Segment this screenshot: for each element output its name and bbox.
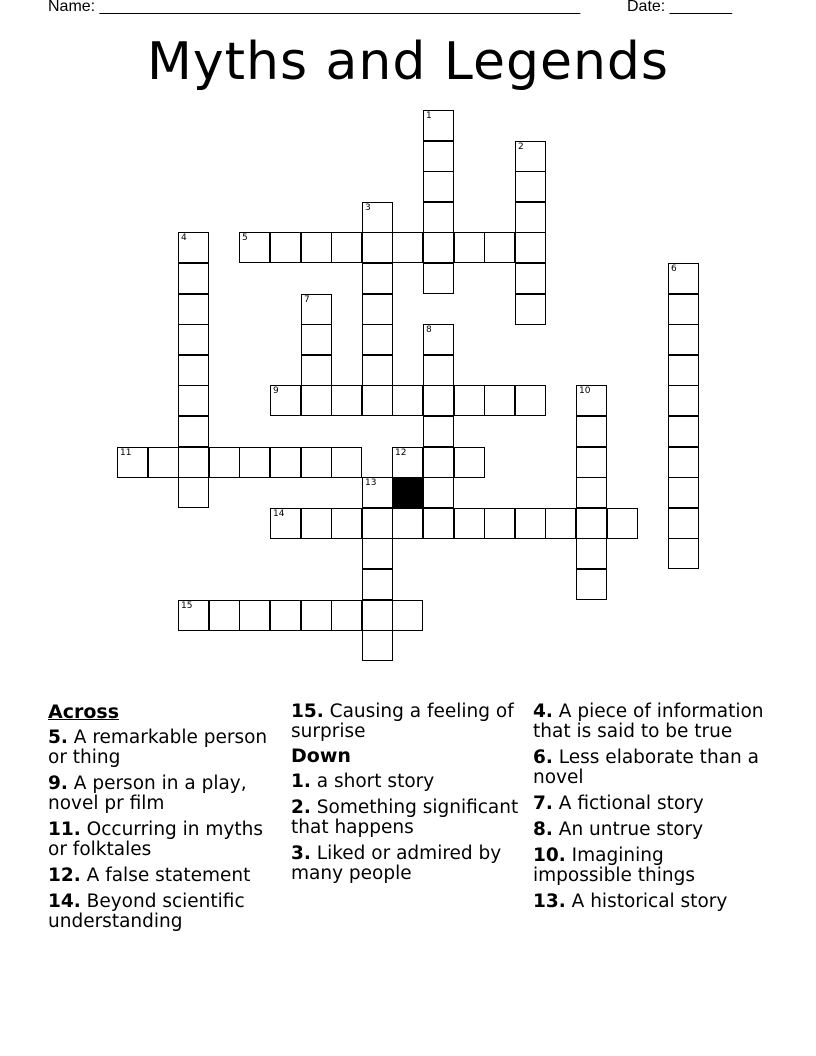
- clue-number: 5.: [48, 727, 68, 748]
- grid-cell[interactable]: [607, 508, 638, 539]
- grid-cell[interactable]: [270, 508, 301, 539]
- clue-item: [533, 748, 765, 788]
- grid-cell[interactable]: [362, 569, 393, 600]
- grid-cell[interactable]: [576, 447, 607, 478]
- grid-cell[interactable]: [178, 447, 209, 478]
- grid-cell[interactable]: [668, 385, 699, 416]
- grid-cell[interactable]: [331, 385, 362, 416]
- grid-cell[interactable]: [484, 232, 515, 263]
- grid-cell[interactable]: [362, 294, 393, 325]
- grid-cell[interactable]: [178, 600, 209, 631]
- grid-cell[interactable]: [423, 385, 454, 416]
- grid-cell[interactable]: [515, 202, 546, 233]
- grid-cell[interactable]: [209, 447, 240, 478]
- clue-text: Liked or admired by many people: [291, 843, 502, 884]
- clue-text: Occurring in myths or folktales: [48, 819, 263, 860]
- grid-cell[interactable]: [301, 447, 332, 478]
- grid-cell[interactable]: [576, 477, 607, 508]
- clue-text: An untrue story: [552, 819, 704, 840]
- clue-item: [291, 702, 523, 742]
- grid-cell[interactable]: [423, 232, 454, 263]
- grid-cell[interactable]: [331, 232, 362, 263]
- grid-cell[interactable]: [270, 447, 301, 478]
- grid-cell[interactable]: [301, 600, 332, 631]
- clue-number: 3.: [291, 843, 311, 864]
- grid-cell[interactable]: [423, 416, 454, 447]
- grid-cell[interactable]: [454, 385, 485, 416]
- clue-item: [48, 892, 280, 932]
- grid-cell[interactable]: [423, 202, 454, 233]
- grid-cell[interactable]: [515, 508, 546, 539]
- grid-cell[interactable]: [239, 232, 270, 263]
- clue-number-label: 1: [426, 111, 432, 121]
- clue-item: [48, 774, 280, 814]
- clue-number: 11.: [48, 819, 81, 840]
- grid-cell[interactable]: [668, 477, 699, 508]
- clues-column-3: [533, 702, 765, 918]
- grid-cell[interactable]: [423, 141, 454, 172]
- grid-cell[interactable]: [515, 263, 546, 294]
- grid-cell[interactable]: [362, 508, 393, 539]
- clue-number-label: 14: [273, 509, 285, 519]
- grid-cell[interactable]: [331, 600, 362, 631]
- clue-number: 13.: [533, 891, 566, 912]
- clues-column-1: [48, 702, 280, 938]
- clue-text: Causing a feeling of surprise: [291, 701, 514, 742]
- grid-cell[interactable]: [362, 600, 393, 631]
- grid-cell[interactable]: [423, 263, 454, 294]
- grid-cell[interactable]: [178, 294, 209, 325]
- grid-cell[interactable]: [668, 447, 699, 478]
- grid-cell[interactable]: [270, 232, 301, 263]
- grid-cell[interactable]: [362, 202, 393, 233]
- grid-cell[interactable]: [668, 508, 699, 539]
- clue-item: [48, 820, 280, 860]
- clue-number: 14.: [48, 891, 81, 912]
- clues-column-2: [291, 702, 523, 890]
- clue-number-label: 10: [579, 386, 591, 396]
- clue-number-label: 4: [181, 233, 187, 243]
- grid-cell[interactable]: [178, 232, 209, 263]
- grid-cell[interactable]: [484, 508, 515, 539]
- clue-number: 1.: [291, 771, 311, 792]
- grid-cell[interactable]: [392, 447, 423, 478]
- clue-number: 4.: [533, 701, 553, 722]
- grid-cell[interactable]: [362, 538, 393, 569]
- grid-cell[interactable]: [148, 447, 179, 478]
- clue-item: [291, 798, 523, 838]
- grid-cell[interactable]: [178, 477, 209, 508]
- clue-item: [533, 846, 765, 886]
- clue-number-label: 7: [304, 295, 310, 305]
- grid-cell[interactable]: [454, 447, 485, 478]
- clue-number: 7.: [533, 793, 553, 814]
- grid-cell[interactable]: [178, 355, 209, 386]
- grid-cell[interactable]: [423, 447, 454, 478]
- grid-cell[interactable]: [301, 294, 332, 325]
- grid-cell[interactable]: [576, 416, 607, 447]
- clue-number-label: 11: [120, 448, 132, 458]
- grid-cell[interactable]: [301, 324, 332, 355]
- grid-cell[interactable]: [423, 508, 454, 539]
- clue-text: A piece of information that is said to be true: [533, 701, 764, 742]
- clue-number-label: 12: [395, 448, 407, 458]
- clue-number: 12.: [48, 865, 81, 886]
- date-field[interactable]: Date: _______: [627, 0, 732, 15]
- grid-cell[interactable]: [392, 508, 423, 539]
- grid-cell[interactable]: [270, 385, 301, 416]
- page-title: Myths and Legends: [146, 32, 670, 92]
- grid-cell[interactable]: [301, 355, 332, 386]
- grid-cell[interactable]: [362, 324, 393, 355]
- grid-cell[interactable]: [362, 263, 393, 294]
- grid-cell[interactable]: [576, 538, 607, 569]
- grid-cell[interactable]: [331, 508, 362, 539]
- clue-text: Imagining impossible things: [533, 845, 696, 886]
- grid-cell[interactable]: [576, 569, 607, 600]
- grid-cell[interactable]: [515, 232, 546, 263]
- grid-cell[interactable]: [668, 324, 699, 355]
- clue-item: [533, 794, 765, 814]
- grid-cell[interactable]: [576, 508, 607, 539]
- grid-cell[interactable]: [362, 355, 393, 386]
- grid-cell[interactable]: [362, 385, 393, 416]
- grid-cell[interactable]: [239, 447, 270, 478]
- grid-cell[interactable]: [301, 508, 332, 539]
- grid-cell[interactable]: [515, 294, 546, 325]
- clue-text: A remarkable person or thing: [48, 727, 268, 768]
- grid-cell[interactable]: [392, 385, 423, 416]
- clue-number-label: 3: [365, 203, 371, 213]
- clue-number: 15.: [291, 701, 324, 722]
- grid-cell[interactable]: [668, 538, 699, 569]
- grid-cell[interactable]: [270, 600, 301, 631]
- black-square: [392, 477, 423, 508]
- grid-cell[interactable]: [515, 171, 546, 202]
- clue-text: a short story: [310, 771, 435, 792]
- grid-cell[interactable]: [392, 232, 423, 263]
- grid-cell[interactable]: [301, 385, 332, 416]
- clue-item: [291, 844, 523, 884]
- clue-text: Less elaborate than a novel: [533, 747, 759, 788]
- clue-number-label: 9: [273, 386, 279, 396]
- clue-text: A fictional story: [552, 793, 704, 814]
- grid-cell[interactable]: [117, 447, 148, 478]
- grid-cell[interactable]: [423, 477, 454, 508]
- grid-cell[interactable]: [545, 508, 576, 539]
- clue-number-label: 8: [426, 325, 432, 335]
- clue-number-label: 13: [365, 478, 377, 488]
- clue-number-label: 15: [181, 601, 193, 611]
- grid-cell[interactable]: [423, 171, 454, 202]
- clue-text: Something significant that happens: [291, 797, 519, 838]
- clue-text: A false statement: [80, 865, 251, 886]
- clue-item: [533, 702, 765, 742]
- grid-cell[interactable]: [454, 232, 485, 263]
- clue-text: A historical story: [565, 891, 728, 912]
- clue-item: [48, 728, 280, 768]
- grid-cell[interactable]: [668, 416, 699, 447]
- grid-cell[interactable]: [484, 385, 515, 416]
- clue-item: [533, 820, 765, 840]
- grid-cell[interactable]: [239, 600, 270, 631]
- grid-cell[interactable]: [668, 355, 699, 386]
- grid-cell[interactable]: [423, 355, 454, 386]
- grid-cell[interactable]: [362, 630, 393, 661]
- grid-cell[interactable]: [331, 447, 362, 478]
- grid-cell[interactable]: [423, 324, 454, 355]
- name-field[interactable]: Name: ______________________________________________________: [48, 0, 581, 15]
- clue-number: 8.: [533, 819, 553, 840]
- clue-number: 9.: [48, 773, 68, 794]
- clue-item: [533, 892, 765, 912]
- clue-number-label: 6: [671, 264, 677, 274]
- grid-cell[interactable]: [454, 508, 485, 539]
- clue-number-label: 5: [242, 233, 248, 243]
- across-heading: Across: [48, 701, 120, 723]
- grid-cell[interactable]: [576, 385, 607, 416]
- grid-cell[interactable]: [668, 263, 699, 294]
- clue-item: [48, 866, 280, 886]
- clue-item: [291, 772, 523, 792]
- grid-cell[interactable]: [178, 416, 209, 447]
- clue-number: 2.: [291, 797, 311, 818]
- grid-cell[interactable]: [178, 324, 209, 355]
- down-heading: Down: [291, 745, 351, 767]
- grid-cell[interactable]: [362, 477, 393, 508]
- grid-cell[interactable]: [392, 600, 423, 631]
- clue-text: A person in a play, novel pr film: [48, 773, 247, 814]
- clue-number-label: 2: [518, 142, 524, 152]
- grid-cell[interactable]: [209, 600, 240, 631]
- grid-cell[interactable]: [515, 385, 546, 416]
- grid-cell[interactable]: [362, 232, 393, 263]
- grid-cell[interactable]: [515, 141, 546, 172]
- grid-cell[interactable]: [178, 263, 209, 294]
- grid-cell[interactable]: [423, 110, 454, 141]
- grid-cell[interactable]: [668, 294, 699, 325]
- clue-number: 6.: [533, 747, 553, 768]
- grid-cell[interactable]: [178, 385, 209, 416]
- clue-number: 10.: [533, 845, 566, 866]
- grid-cell[interactable]: [301, 232, 332, 263]
- clue-text: Beyond scientific understanding: [48, 891, 245, 932]
